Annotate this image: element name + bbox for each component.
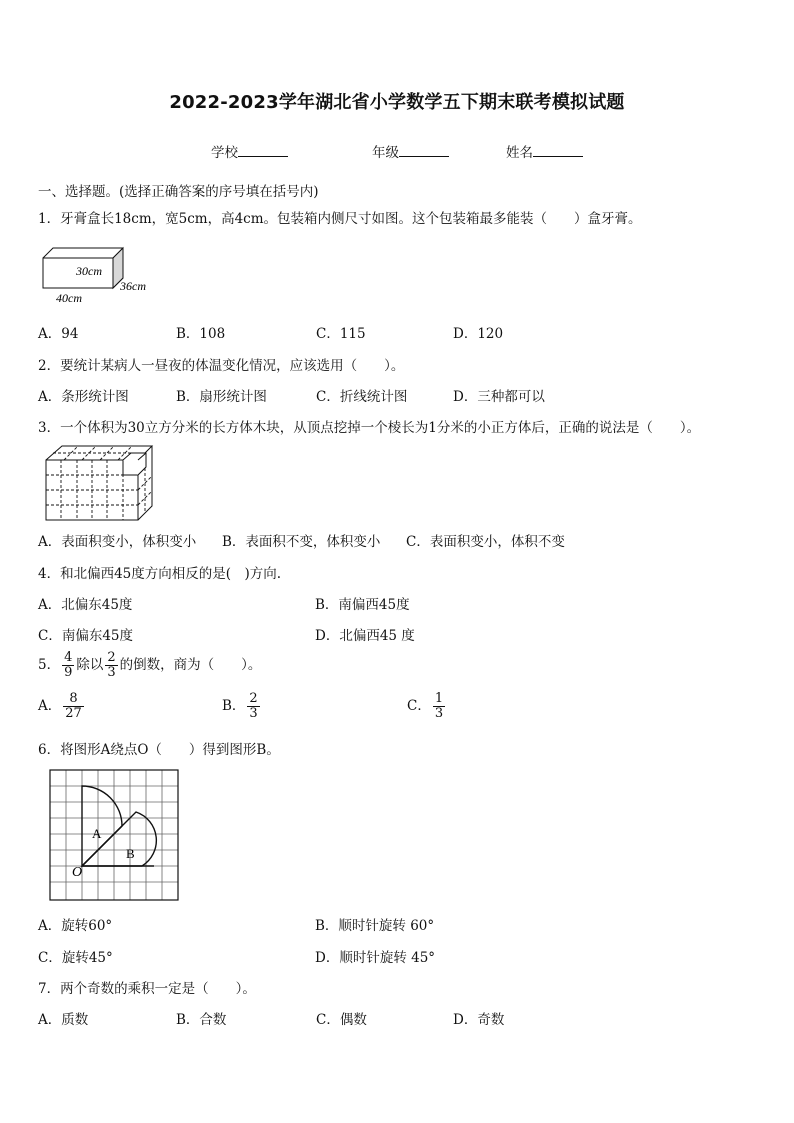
box-length-label: 40cm xyxy=(56,291,82,305)
q5-option-c-numerator: 1 xyxy=(434,691,444,706)
q7-option-d[interactable]: D．奇数 xyxy=(453,1012,505,1028)
box-depth-label: 30cm xyxy=(76,264,102,278)
name-label: 姓名 xyxy=(506,145,533,161)
q5-suffix: 的倒数，商为（ ）。 xyxy=(119,657,262,673)
school-blank[interactable] xyxy=(238,143,288,157)
point-o-label: O xyxy=(72,865,83,880)
shape-b-label: B xyxy=(126,846,135,861)
question-5 xyxy=(38,651,261,680)
q5-fraction-2 xyxy=(105,651,117,680)
q5-option-c-letter: C． xyxy=(407,698,431,714)
q2-option-a[interactable]: A．条形统计图 xyxy=(38,389,129,405)
grade-field[interactable] xyxy=(372,141,449,161)
rotation-grid-figure xyxy=(46,766,186,904)
q7-option-b[interactable]: B．合数 xyxy=(176,1012,227,1028)
q5-frac1-numerator: 4 xyxy=(64,650,73,665)
q7-option-c[interactable]: C．偶数 xyxy=(316,1012,367,1028)
q5-fraction-1 xyxy=(62,651,74,680)
q5-frac2-denominator: 3 xyxy=(107,665,116,680)
question-6-text: 6．将图形A绕点O（ ）得到图形B。 xyxy=(38,742,280,758)
q1-option-a[interactable]: A．94 xyxy=(38,326,79,342)
q2-option-c[interactable]: C．折线统计图 xyxy=(316,389,408,405)
q5-option-b-numerator: 2 xyxy=(249,691,258,706)
q5-option-b[interactable] xyxy=(222,692,262,721)
q3-option-c[interactable]: C．表面积变小，体积不变 xyxy=(406,534,565,550)
q4-option-a[interactable]: A．北偏东45度 xyxy=(38,597,133,613)
q4-option-c[interactable]: C．南偏东45度 xyxy=(38,628,134,644)
q5-option-c-denominator: 3 xyxy=(434,706,444,721)
question-4-text: 4．和北偏西45度方向相反的是( )方向. xyxy=(38,566,282,582)
cuboid-figure xyxy=(44,444,156,524)
q7-option-a[interactable]: A．质数 xyxy=(38,1012,89,1028)
school-field[interactable] xyxy=(211,141,288,161)
q5-mid: 除以 xyxy=(76,657,104,673)
q1-option-d[interactable]: D．120 xyxy=(453,326,504,342)
q6-option-b[interactable]: B．顺时针旋转 60° xyxy=(315,918,435,934)
name-field[interactable] xyxy=(506,141,583,161)
q4-option-d[interactable]: D．北偏西45 度 xyxy=(315,628,415,644)
q5-option-b-denominator: 3 xyxy=(249,706,258,721)
q6-option-d[interactable]: D．顺时针旋转 45° xyxy=(315,950,436,966)
question-3-text: 3．一个体积为30立方分米的长方体木块，从顶点挖掉一个棱长为1分米的小正方体后，正确的说法是（ ）。 xyxy=(38,420,701,436)
section-heading: 一、选择题。(选择正确答案的序号填在括号内) xyxy=(38,184,319,200)
q6-option-c[interactable]: C．旋转45° xyxy=(38,950,113,966)
q5-frac2-numerator: 2 xyxy=(107,650,116,665)
q5-option-b-letter: B． xyxy=(222,698,246,714)
q2-option-d[interactable]: D．三种都可以 xyxy=(453,389,545,405)
box-height-label: 36cm xyxy=(120,279,146,293)
grade-label: 年级 xyxy=(372,145,399,161)
grade-blank[interactable] xyxy=(399,143,449,157)
q4-option-b[interactable]: B．南偏西45度 xyxy=(315,597,410,613)
q3-option-b[interactable]: B．表面积不变，体积变小 xyxy=(222,534,381,550)
q6-option-a[interactable]: A．旋转60° xyxy=(38,918,113,934)
q2-option-b[interactable]: B．扇形统计图 xyxy=(176,389,267,405)
question-1-text: 1．牙膏盒长18cm，宽5cm，高4cm。包装箱内侧尺寸如图。这个包装箱最多能装（ ）盒牙膏。 xyxy=(38,211,642,227)
q5-prefix: 5． xyxy=(38,657,61,673)
q5-option-c[interactable] xyxy=(407,692,447,721)
question-7-text: 7．两个奇数的乘积一定是（ ）。 xyxy=(38,981,256,997)
q5-option-a-fraction xyxy=(63,692,84,721)
q1-option-b[interactable]: B．108 xyxy=(176,326,226,342)
q1-option-c[interactable]: C．115 xyxy=(316,326,366,342)
box-figure xyxy=(40,244,160,308)
q5-frac1-denominator: 9 xyxy=(64,665,73,680)
shape-a-label: A xyxy=(92,826,102,841)
q5-option-a-letter: A． xyxy=(38,698,62,714)
q5-option-c-fraction xyxy=(433,692,445,721)
q5-option-b-fraction xyxy=(247,692,259,721)
question-2-text: 2．要统计某病人一昼夜的体温变化情况，应该选用（ ）。 xyxy=(38,358,405,374)
page-title: 2022-2023学年湖北省小学数学五下期末联考模拟试题 xyxy=(169,92,625,113)
q3-option-a[interactable]: A．表面积变小，体积变小 xyxy=(38,534,197,550)
q5-option-a[interactable] xyxy=(38,692,86,721)
name-blank[interactable] xyxy=(533,143,583,157)
school-label: 学校 xyxy=(211,145,238,161)
q5-option-a-denominator: 27 xyxy=(65,706,82,721)
q5-option-a-numerator: 8 xyxy=(63,692,84,707)
